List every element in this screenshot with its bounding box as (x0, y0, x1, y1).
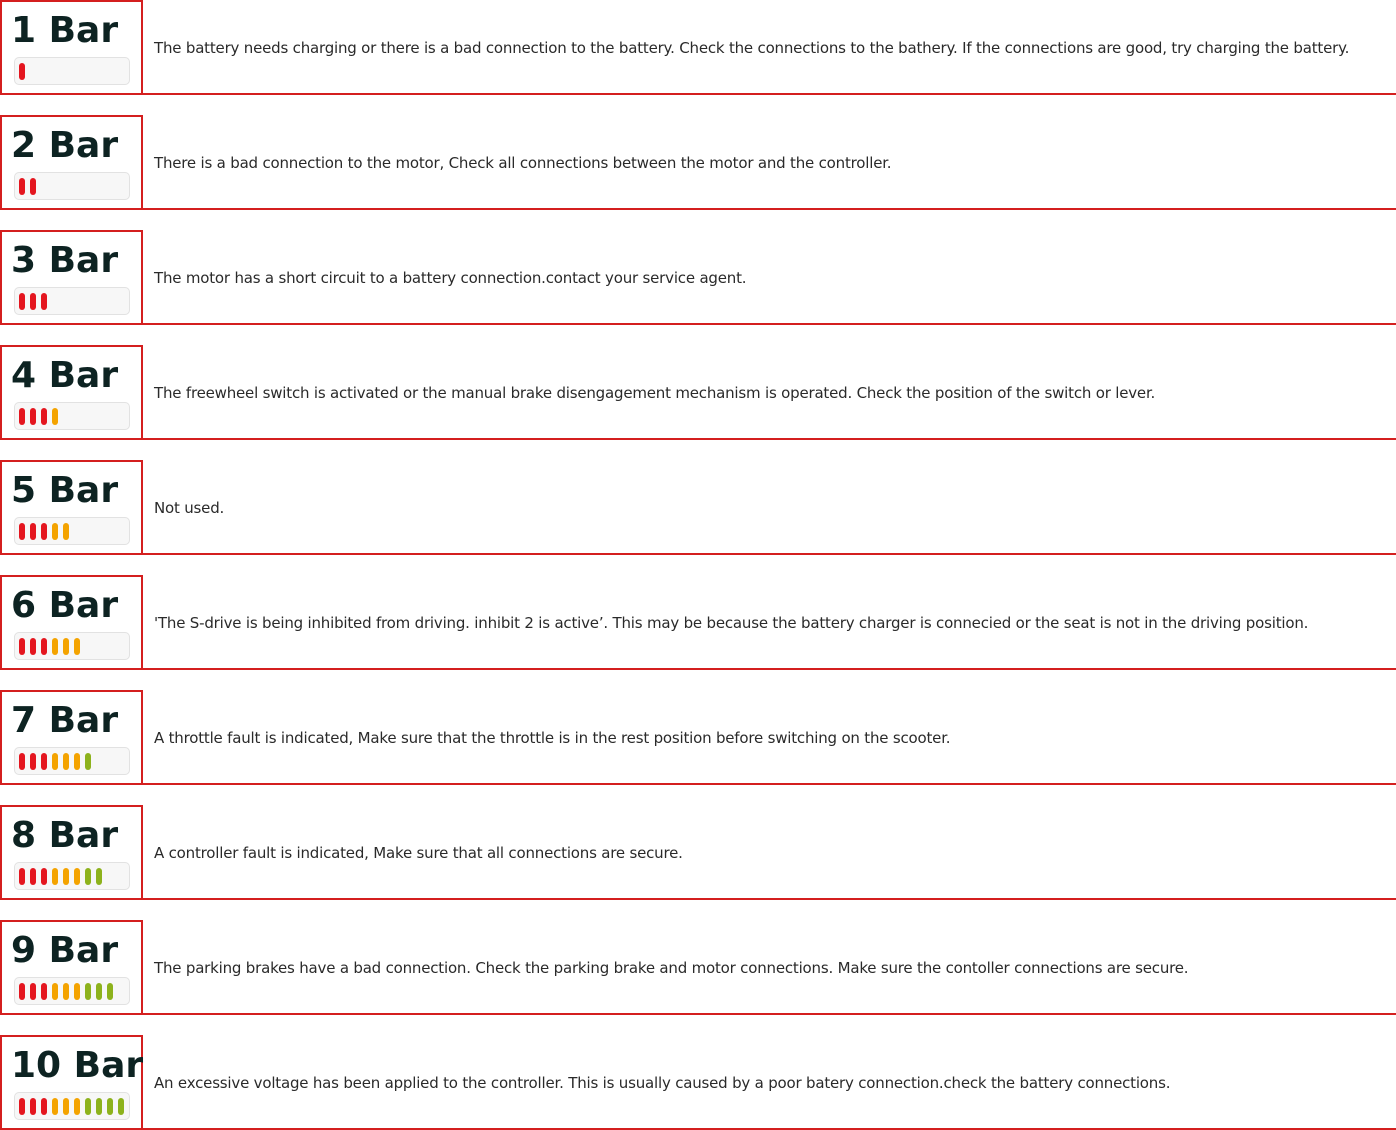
gauge-bar (85, 868, 91, 885)
row-divider (141, 438, 1396, 440)
gauge-bar (19, 293, 25, 310)
gauge-bar (19, 753, 25, 770)
gauge-bar (52, 638, 58, 655)
gauge-bar (41, 408, 47, 425)
gauge-bar (52, 523, 58, 540)
gauge-bar (41, 638, 47, 655)
gauge-bar (63, 523, 69, 540)
row-divider (141, 323, 1396, 325)
bar-gauge (14, 172, 130, 200)
bar-code-label: 4 Bar (11, 355, 119, 396)
fault-description: An excessive voltage has been applied to the controller. This is usually caused by a poor batery connection.check the battery connections. (154, 1074, 1171, 1092)
gauge-bar (19, 63, 25, 80)
gauge-bar (52, 983, 58, 1000)
gauge-bar (30, 868, 36, 885)
bar-code-label: 5 Bar (11, 470, 119, 511)
gauge-bar (41, 293, 47, 310)
row-divider (141, 898, 1396, 900)
fault-row (0, 460, 1396, 555)
gauge-bar (96, 868, 102, 885)
gauge-bar (19, 638, 25, 655)
gauge-bar (85, 983, 91, 1000)
gauge-bar (107, 983, 113, 1000)
gauge-bar (19, 868, 25, 885)
bar-code-box (0, 230, 143, 325)
gauge-bar (19, 1098, 25, 1115)
gauge-bar (30, 983, 36, 1000)
bar-code-label: 2 Bar (11, 125, 119, 166)
gauge-bar (19, 983, 25, 1000)
gauge-bar (30, 293, 36, 310)
gauge-bar (41, 753, 47, 770)
gauge-bar (74, 638, 80, 655)
gauge-bar (85, 1098, 91, 1115)
gauge-bar (19, 523, 25, 540)
fault-description: There is a bad connection to the motor, Check all connections between the motor and the controller. (154, 154, 892, 172)
fault-row (0, 805, 1396, 900)
gauge-bar (63, 1098, 69, 1115)
gauge-bar (118, 1098, 124, 1115)
gauge-bar (30, 408, 36, 425)
gauge-bar (74, 983, 80, 1000)
gauge-bar (30, 638, 36, 655)
bar-code-label: 10 Bar (11, 1045, 144, 1086)
gauge-bar (19, 178, 25, 195)
fault-row (0, 920, 1396, 1015)
bar-code-box (0, 690, 143, 785)
gauge-bar (63, 753, 69, 770)
bar-code-box (0, 575, 143, 670)
bar-code-label: 3 Bar (11, 240, 119, 281)
bar-code-label: 7 Bar (11, 700, 119, 741)
gauge-bar (30, 523, 36, 540)
bar-code-label: 6 Bar (11, 585, 119, 626)
gauge-bar (63, 868, 69, 885)
gauge-bar (19, 408, 25, 425)
fault-description: 'The S-drive is being inhibited from driving. inhibit 2 is active’. This may be because the battery charger is connecied or the seat is not in the driving position. (154, 614, 1309, 632)
fault-row (0, 575, 1396, 670)
gauge-bar (107, 1098, 113, 1115)
gauge-bar (85, 753, 91, 770)
gauge-bar (41, 1098, 47, 1115)
bar-code-box (0, 460, 143, 555)
bar-code-box (0, 115, 143, 210)
bar-gauge (14, 747, 130, 775)
fault-row (0, 230, 1396, 325)
bar-gauge (14, 862, 130, 890)
bar-gauge (14, 1092, 130, 1120)
gauge-bar (52, 408, 58, 425)
gauge-bar (30, 753, 36, 770)
bar-code-box (0, 345, 143, 440)
bar-code-label: 1 Bar (11, 10, 119, 51)
row-divider (141, 783, 1396, 785)
fault-description: A controller fault is indicated, Make sure that all connections are secure. (154, 844, 683, 862)
gauge-bar (41, 523, 47, 540)
row-divider (141, 668, 1396, 670)
fault-description: The freewheel switch is activated or the manual brake disengagement mechanism is operated. Check the position of the switch or lever. (154, 384, 1156, 402)
fault-row (0, 115, 1396, 210)
bar-code-box (0, 0, 143, 95)
gauge-bar (52, 1098, 58, 1115)
fault-description: The parking brakes have a bad connection. Check the parking brake and motor connections. Make sure the contoller connections are secure. (154, 959, 1189, 977)
gauge-bar (74, 1098, 80, 1115)
gauge-bar (63, 638, 69, 655)
gauge-bar (30, 1098, 36, 1115)
bar-code-box (0, 1035, 143, 1130)
bar-code-box (0, 920, 143, 1015)
row-divider (141, 93, 1396, 95)
gauge-bar (52, 868, 58, 885)
bar-code-label: 9 Bar (11, 930, 119, 971)
gauge-bar (30, 178, 36, 195)
bar-gauge (14, 57, 130, 85)
bar-gauge (14, 517, 130, 545)
gauge-bar (52, 753, 58, 770)
gauge-bar (63, 983, 69, 1000)
fault-row (0, 0, 1396, 95)
bar-code-box (0, 805, 143, 900)
gauge-bar (74, 753, 80, 770)
row-divider (141, 208, 1396, 210)
fault-row (0, 690, 1396, 785)
row-divider (141, 553, 1396, 555)
fault-description: Not used. (154, 499, 225, 517)
fault-row (0, 1035, 1396, 1130)
fault-description: A throttle fault is indicated, Make sure that the throttle is in the rest position before switching on the scooter. (154, 729, 951, 747)
gauge-bar (41, 868, 47, 885)
gauge-bar (41, 983, 47, 1000)
fault-description: The motor has a short circuit to a battery connection.contact your service agent. (154, 269, 747, 287)
bar-gauge (14, 977, 130, 1005)
gauge-bar (96, 1098, 102, 1115)
bar-gauge (14, 632, 130, 660)
bar-gauge (14, 287, 130, 315)
gauge-bar (74, 868, 80, 885)
row-divider (141, 1013, 1396, 1015)
fault-description: The battery needs charging or there is a bad connection to the battery. Check the connections to the bathery. If the connections are good, try charging the battery. (154, 39, 1350, 57)
fault-row (0, 345, 1396, 440)
gauge-bar (96, 983, 102, 1000)
bar-code-label: 8 Bar (11, 815, 119, 856)
bar-gauge (14, 402, 130, 430)
